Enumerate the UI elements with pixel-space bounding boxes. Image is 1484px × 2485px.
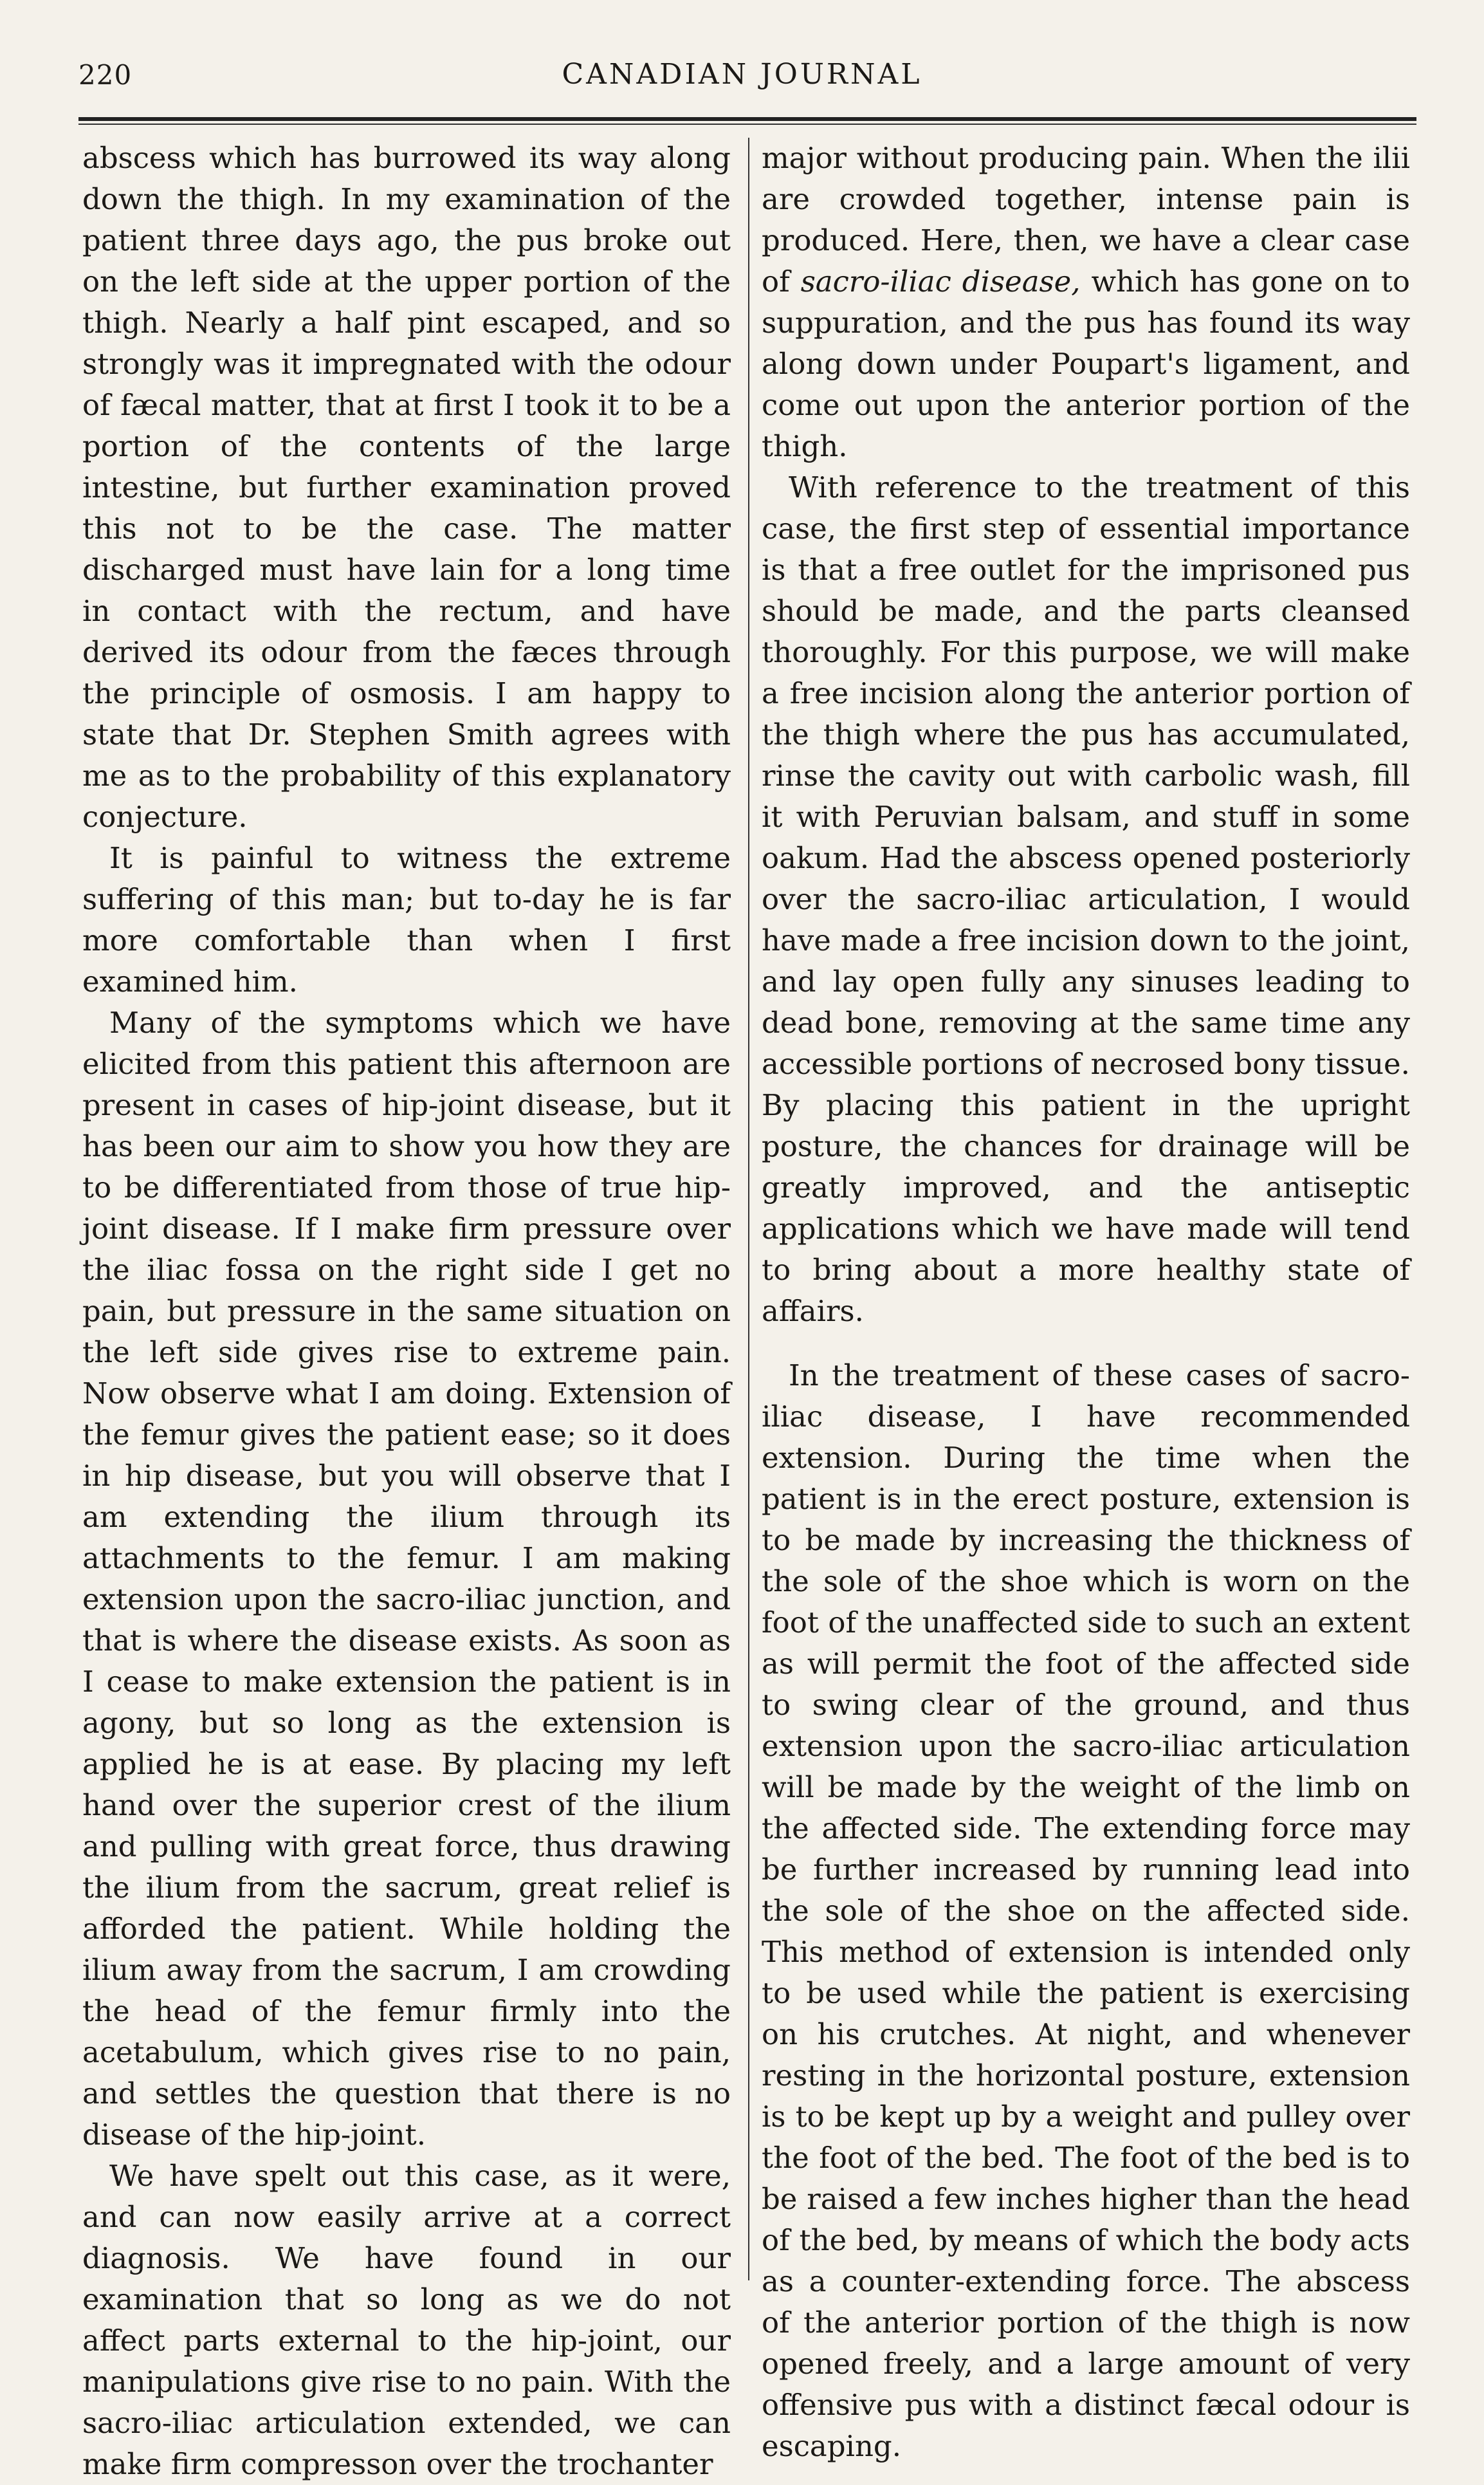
- header-rule: [78, 117, 1416, 125]
- column-divider: [748, 138, 749, 2280]
- paragraph: With reference to the treatment of this case, the first step of essential importance is that a free outlet for the imprisoned pus should be made, and the parts cleansed thoroughly. For this purpose, we will make a free incision along the anterior portion of the thigh where the pus has accumulated, rinse the cavity out with carbolic wash, fill it with Peruvian balsam, and stuff in some oakum. Had the abscess opened posteriorly over the sacro-iliac articulation, I would have made a free incision down to the joint, and lay open fully any sinuses leading to dead bone, removing at the same time any accessible portions of necrosed bony tissue. By placing this patient in the upright posture, the chances for drainage will be greatly improved, and the antiseptic applications which we have made will tend to bring about a more healthy state of affairs.: [762, 470, 1410, 1328]
- left-column: [82, 138, 731, 2481]
- italic-term: sacro-iliac disease,: [800, 264, 1081, 299]
- paragraph: In the treatment of these cases of sacro-iliac disease, I have recommended extension. During the time when the patient is in the erect posture, extension is to be made by increasing the thickness of the sole of the shoe which is worn on the foot of the unaffected side to such an extent as will permit the foot of the affected side to swing clear of the ground, and thus extension upon the sacro-iliac articulation will be made by the weight of the limb on the affected side. The extending force may be further increased by running lead into the sole of the shoe on the affected side. This method of extension is intended only to be used while the patient is exercising on his crutches. At night, and whenever resting in the horizontal posture, extension is to be kept up by a weight and pulley over the foot of the bed. The foot of the bed is to be raised a few inches higher than the head of the bed, by means of which the body acts as a counter-extending force. The abscess of the anterior portion of the thigh is now opened freely, and a large amount of very offensive pus with a distinct fæcal odour is escaping.: [762, 1358, 1410, 2463]
- right-column: [762, 138, 1410, 2463]
- running-head: CANADIAN JOURNAL: [562, 58, 922, 91]
- paragraph: Many of the symptoms which we have elicited from this patient this afternoon are present in cases of hip-joint disease, but it has been our aim to show you how they are to be differentiated from those of true hip-joint disease. If I make firm pressure over the iliac fossa on the right side I get no pain, but pressure in the same situation on the left side gives rise to extreme pain. Now observe what I am doing. Extension of the femur gives the patient ease; so it does in hip disease, but you will observe that I am extending the ilium through its attachments to the femur. I am making extension upon the sacro-iliac junction, and that is where the disease exists. As soon as I cease to make extension the patient is in agony, but so long as the extension is applied he is at ease. By placing my left hand over the superior crest of the ilium and pulling with great force, thus drawing the ilium from the sacrum, great relief is afforded the patient. While holding the ilium away from the sacrum, I am crowding the head of the femur firmly into the acetabulum, which gives rise to no pain, and settles the question that there is no disease of the hip-joint.: [82, 1006, 731, 2152]
- page-header: [0, 0, 1484, 129]
- paragraph: It is painful to witness the extreme suffering of this man; but to-day he is far more comfortable than when I first examined him.: [82, 841, 731, 999]
- paragraph: We have spelt out this case, as it were, and can now easily arrive at a correct diagnosis. We have found in our examination that so long as we do not affect parts external to the hip-joint, our manipulations give rise to no pain. With the sacro-iliac articulation extended, we can make firm compresson over the trochanter: [82, 2159, 731, 2481]
- text-run: major without producing pain. When the ilii are crowded together, intense pain is produced. Here, then, we have a clear case of: [762, 141, 1410, 299]
- paragraph: [762, 138, 1410, 467]
- paragraph: abscess which has burrowed its way along down the thigh. In my examination of the patient three days ago, the pus broke out on the left side at the upper portion of the thigh. Nearly a half pint escaped, and so strongly was it impregnated with the odour of fæcal matter, that at first I took it to be a portion of the contents of the large intestine, but further examination proved this not to be the case. The matter discharged must have lain for a long time in contact with the rectum, and have derived its odour from the fæces through the principle of osmosis. I am happy to state that Dr. Stephen Smith agrees with me as to the probability of this explanatory conjecture.: [82, 141, 731, 834]
- text-run: which has gone on to suppuration, and the pus has found its way along down under Poupart's ligament, and come out upon the anterior portion of the thigh.: [762, 264, 1410, 463]
- page-number: 220: [78, 59, 133, 91]
